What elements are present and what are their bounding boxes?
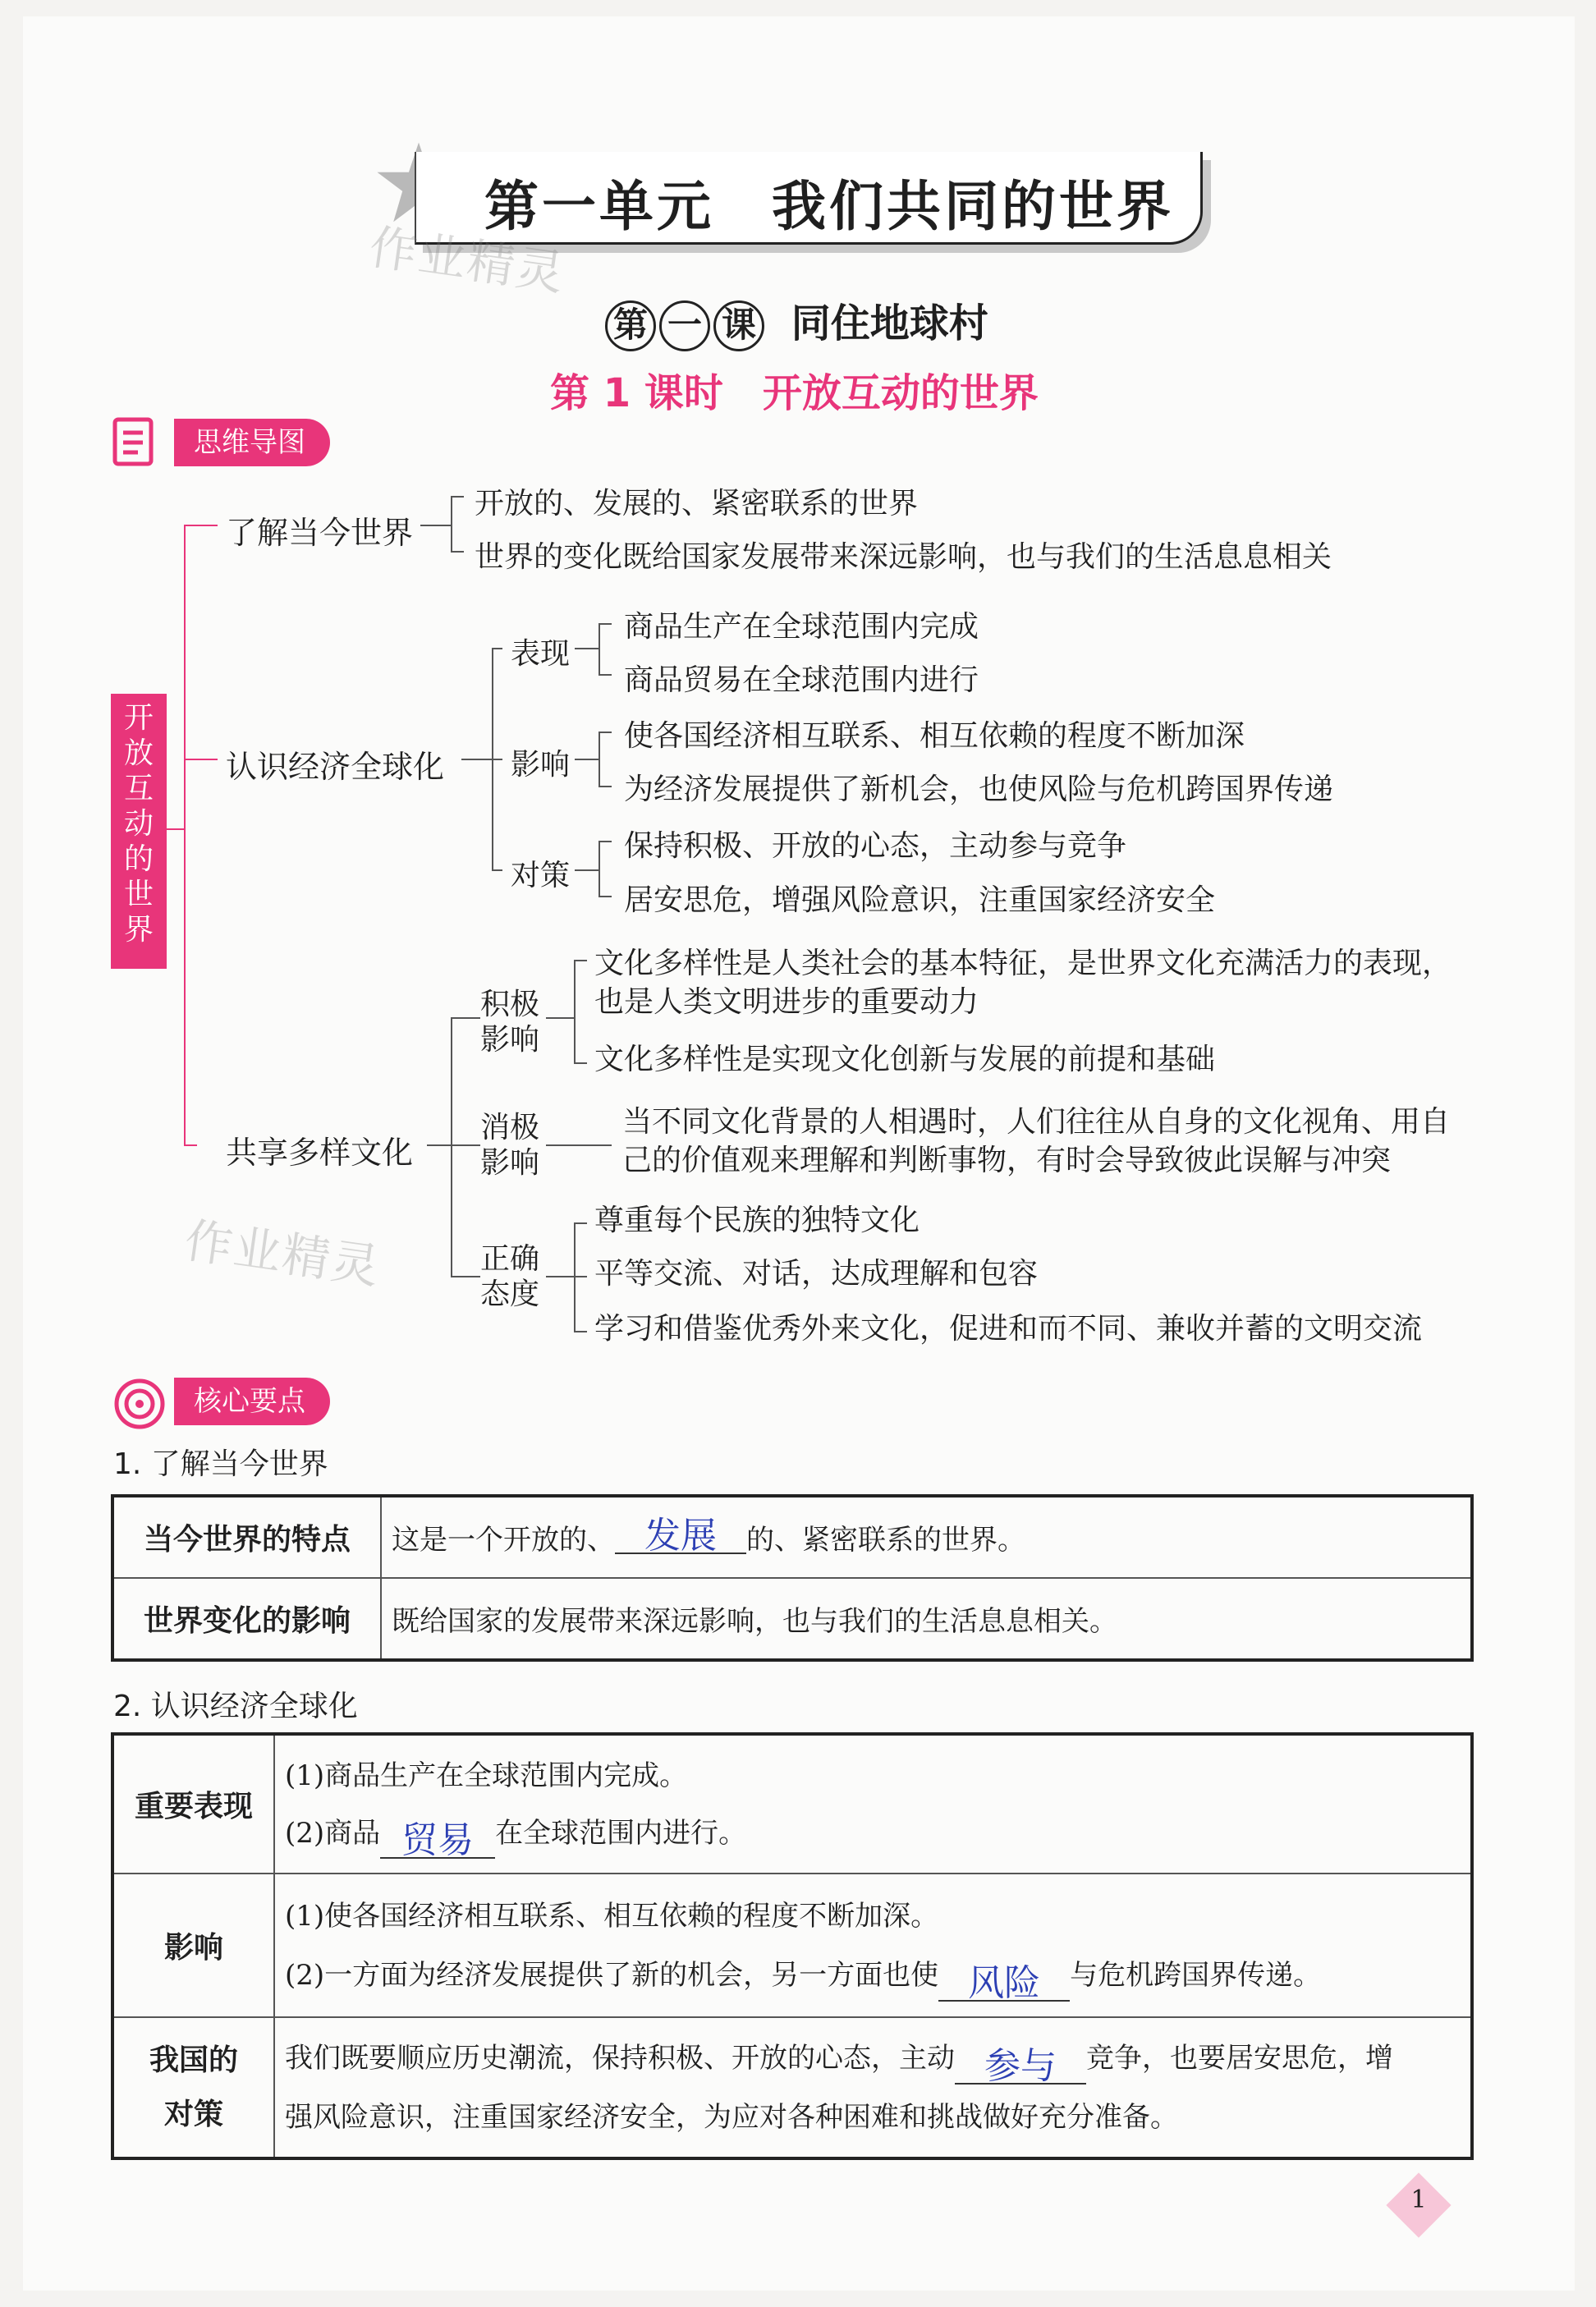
mindmap-subbranch: 正确	[480, 1242, 540, 1276]
root-char: 界	[123, 913, 154, 947]
text-line	[285, 2029, 1461, 2088]
lesson-number: 一	[659, 300, 710, 351]
text-segment: 竞争，也要居安思危，增	[1086, 2041, 1393, 2075]
row-header: 重要表现	[112, 1734, 274, 1874]
answer-blank[interactable]: 贸易	[380, 1824, 495, 1859]
row-header	[112, 2017, 274, 2158]
root-char: 动	[123, 807, 154, 841]
watermark: 作业精灵	[365, 218, 569, 302]
answer-blank[interactable]: 参与	[955, 2050, 1086, 2085]
mindmap-subbranch: 影响	[511, 748, 571, 782]
mindmap-branch-2: 认识经济全球化	[226, 749, 445, 785]
table-globalization	[111, 1732, 1474, 2160]
section-tag-keypoints: 核心要点	[174, 1378, 330, 1425]
row-header: 当今世界的特点	[112, 1496, 381, 1578]
row-content: 既给国家的发展带来深远影响，也与我们的生活息息相关。	[381, 1578, 1472, 1660]
text-segment: 这是一个开放的、	[392, 1524, 615, 1557]
row-content	[274, 1874, 1472, 2017]
mindmap-item: 为经济发展提供了新机会，也使风险与危机跨国界传递	[624, 773, 1334, 806]
mindmap-item: 己的价值观来理解和判断事物，有时会导致彼此误解与冲突	[622, 1144, 1392, 1177]
target-icon	[111, 1375, 168, 1433]
subsection-heading-1: 1. 了解当今世界	[113, 1447, 328, 1481]
mindmap-item: 当不同文化背景的人相遇时，人们往往从自身的文化视角、用自	[622, 1105, 1451, 1139]
answer-blank[interactable]: 风险	[938, 1967, 1070, 2002]
table-row	[112, 1578, 1472, 1660]
text-line: (1)使各国经济相互联系、相互依赖的程度不断加深。	[285, 1899, 939, 1933]
mindmap-item: 居安思危，增强风险意识，注重国家经济安全	[624, 883, 1216, 917]
text-segment: 在全球范围内进行。	[495, 1816, 747, 1850]
text-line	[285, 1805, 1461, 1862]
mindmap-item: 开放的、发展的、紧密联系的世界	[475, 487, 919, 521]
mindmap-item: 商品生产在全球范围内完成	[624, 610, 979, 644]
table-world	[111, 1494, 1474, 1662]
lesson-suffix: 课	[713, 300, 764, 351]
root-char: 的	[123, 842, 154, 876]
mindmap-item: 世界的变化既给国家发展带来深远影响，也与我们的生活息息相关	[475, 540, 1332, 574]
mindmap-subbranch: 对策	[511, 859, 571, 892]
mindmap-subbranch: 积极	[480, 988, 540, 1021]
mindmap-item: 保持积极、开放的心态，主动参与竞争	[624, 829, 1127, 863]
table-row	[112, 1496, 1472, 1578]
unit-title: 第一单元 我们共同的世界	[484, 174, 1174, 238]
table-row	[112, 2017, 1472, 2158]
root-char: 世	[123, 878, 154, 911]
mindmap-subbranch: 影响	[480, 1023, 540, 1057]
mindmap-branch-3: 共享多样文化	[226, 1135, 414, 1171]
text-segment: 与危机跨国界传递。	[1070, 1958, 1322, 1992]
answer-blank[interactable]: 发展	[615, 1520, 746, 1554]
mindmap-item: 使各国经济相互联系、相互依赖的程度不断加深	[624, 719, 1245, 753]
mindmap-subbranch: 表现	[511, 637, 571, 671]
page-number: 1	[1410, 2185, 1427, 2214]
mindmap-branch-1: 了解当今世界	[226, 515, 414, 551]
period-title: 第 1 课时 开放互动的世界	[550, 370, 1039, 416]
row-header: 影响	[112, 1874, 274, 2017]
row-header-line: 对策	[163, 2097, 223, 2131]
section-tag-mindmap: 思维导图	[174, 419, 330, 466]
subsection-heading-2: 2. 认识经济全球化	[113, 1690, 358, 1723]
mindmap-item: 平等交流、对话，达成理解和包容	[594, 1257, 1039, 1291]
mindmap-item: 也是人类文明进步的重要动力	[594, 985, 979, 1019]
text-line: 强风险意识，注重国家经济安全，为应对各种困难和挑战做好充分准备。	[285, 2100, 1178, 2134]
root-char: 互	[123, 772, 154, 805]
mindmap-item: 学习和借鉴优秀外来文化，促进和而不同、兼收并蓄的文明交流	[594, 1312, 1423, 1346]
mindmap-item: 商品贸易在全球范围内进行	[624, 663, 979, 697]
mindmap-subbranch: 影响	[480, 1146, 540, 1180]
mindmap-item: 文化多样性是实现文化创新与发展的前提和基础	[594, 1043, 1216, 1076]
row-header: 世界变化的影响	[112, 1578, 381, 1660]
mindmap-item: 文化多样性是人类社会的基本特征，是世界文化充满活力的表现，	[594, 947, 1452, 980]
row-header-line: 我国的	[149, 2043, 238, 2077]
table-row	[112, 1874, 1472, 2017]
mindmap-subbranch: 消极	[480, 1111, 540, 1144]
row-content	[381, 1496, 1472, 1578]
root-char: 放	[123, 736, 154, 770]
mindmap-root	[111, 694, 167, 969]
text-segment: (2)商品	[285, 1816, 381, 1850]
text-line: (1)商品生产在全球范围内完成。	[285, 1759, 688, 1792]
root-char: 开	[123, 701, 154, 735]
text-line	[285, 1946, 1461, 2005]
text-segment: 的、紧密联系的世界。	[746, 1524, 1025, 1557]
lesson-prefix: 第	[605, 300, 656, 351]
table-row	[112, 1734, 1472, 1874]
text-segment: 我们既要顺应历史潮流，保持积极、开放的心态，主动	[285, 2041, 955, 2075]
text-segment: (2)一方面为经济发展提供了新的机会，另一方面也使	[285, 1958, 939, 1992]
row-content	[274, 2017, 1472, 2158]
mindmap-item: 尊重每个民族的独特文化	[594, 1204, 920, 1237]
watermark: 作业精灵	[181, 1212, 384, 1296]
row-content	[274, 1734, 1472, 1874]
lesson-name: 同住地球村	[791, 300, 988, 346]
mindmap-subbranch: 态度	[480, 1277, 540, 1311]
